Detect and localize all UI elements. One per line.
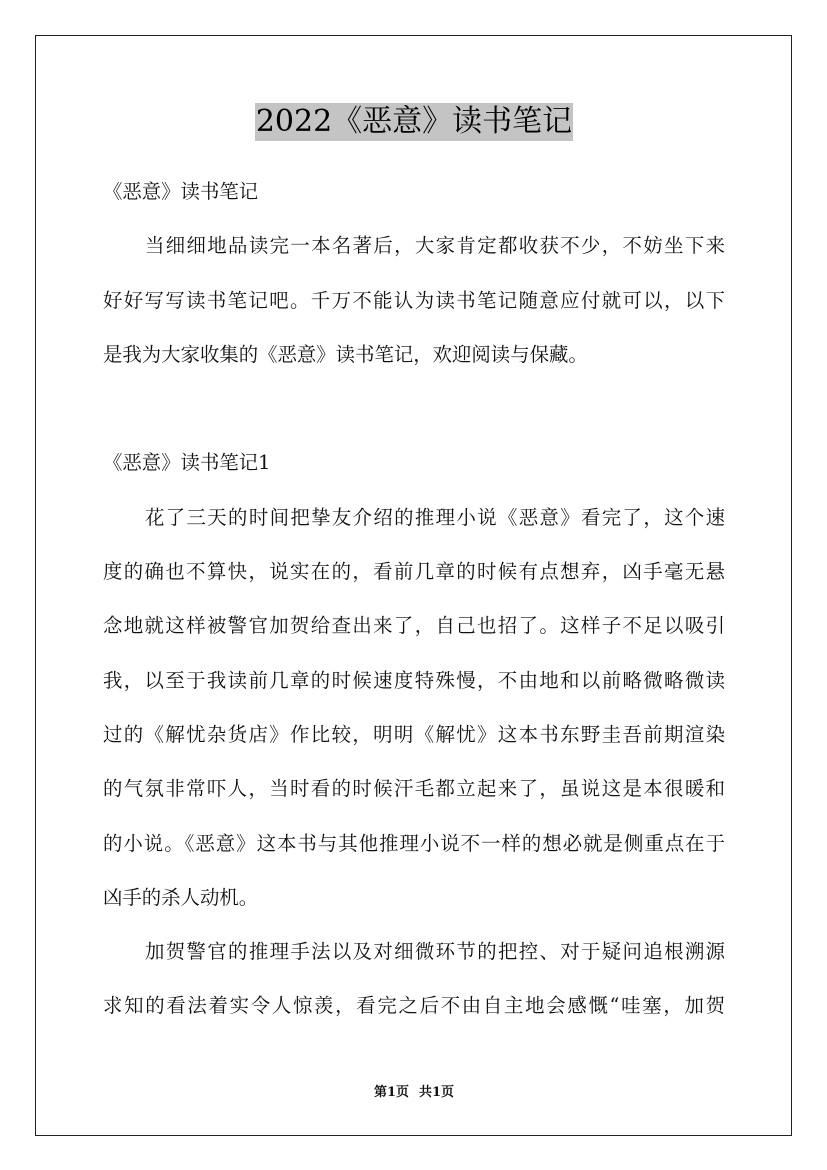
paragraph-line: 的小说。《恶意》这本书与其他推理小说不一样的想必就是侧重点在于 — [103, 831, 725, 855]
section-heading: 《恶意》读书笔记1 — [103, 451, 271, 475]
paragraph-line: 我，以至于我读前几章的时候速度特殊慢，不由地和以前略微略微读 — [103, 668, 725, 692]
paragraph-line: 是我为大家收集的《恶意》读书笔记，欢迎阅读与保藏。 — [103, 342, 588, 366]
page-number-current: 第1页 — [373, 1085, 409, 1100]
paragraph-line: 花了三天的时间把挚友介绍的推理小说《恶意》看完了，这个速 — [145, 505, 725, 529]
document-title: 2022《恶意》读书笔记 — [255, 104, 573, 139]
paragraph-line: 当细细地品读完一本名著后，大家肯定都收获不少，不妨坐下来 — [145, 234, 725, 258]
intro-heading: 《恶意》读书笔记 — [103, 180, 259, 203]
paragraph-line: 度的确也不算快，说实在的，看前几章的时候有点想弃，凶手毫无悬 — [103, 560, 725, 584]
page-number-total: 共1页 — [419, 1085, 455, 1100]
paragraph-line: 凶手的杀人动机。 — [103, 885, 259, 909]
paragraph-line: 加贺警官的推理手法以及对细微环节的把控、对于疑问追根溯源 — [145, 940, 725, 964]
document-body — [103, 165, 725, 1034]
paragraph-line: 的气氛非常吓人，当时看的时候汗毛都立起来了，虽说这是本很暖和 — [103, 777, 725, 801]
paragraph-line: 过的《解忧杂货店》作比较，明明《解忧》这本书东野圭吾前期渲染 — [103, 722, 725, 746]
section-paragraph-1 — [103, 491, 725, 925]
page-footer — [35, 1084, 793, 1102]
intro-paragraph — [103, 219, 725, 382]
title-container — [35, 103, 793, 141]
paragraph-line: 念地就这样被警官加贺给查出来了，自己也招了。这样子不足以吸引 — [103, 614, 725, 638]
paragraph-line: 好好写写读书笔记吧。千万不能认为读书笔记随意应付就可以，以下 — [103, 288, 725, 312]
section-paragraph-2 — [103, 925, 725, 1034]
paragraph-line: 求知的看法着实令人惊羡，看完之后不由自主地会感慨“哇塞，加贺 — [103, 994, 725, 1018]
blank-line — [103, 382, 725, 436]
